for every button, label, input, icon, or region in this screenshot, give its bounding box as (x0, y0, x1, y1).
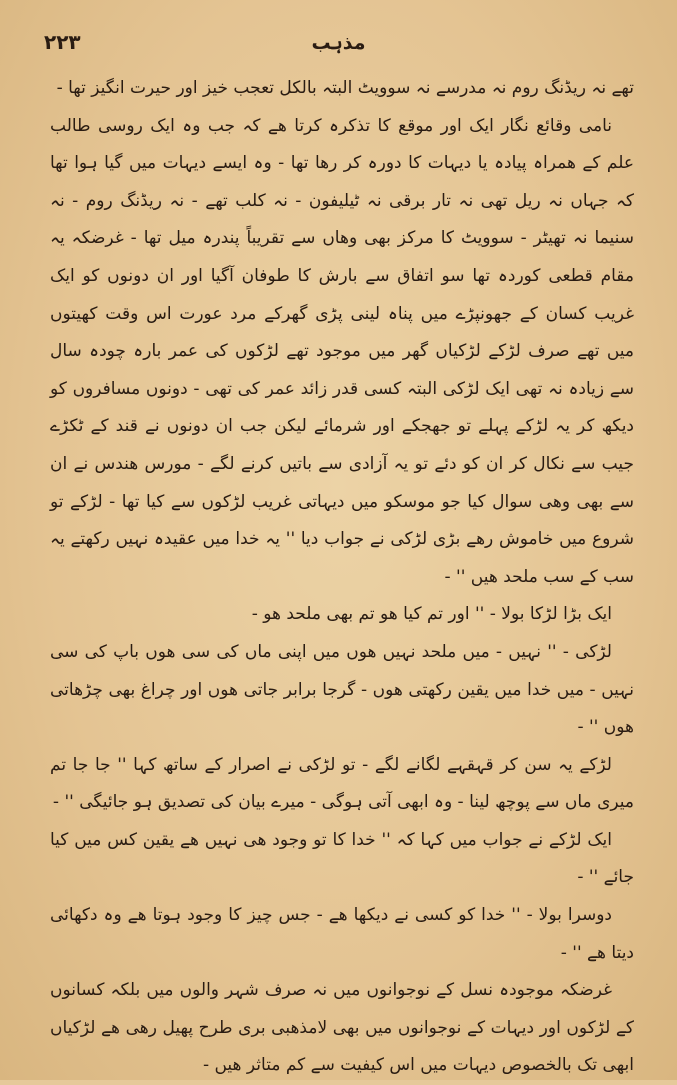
paragraph: تھے نہ ریڈنگ روم نہ مدرسے نہ سوویٹ البتہ بالکل تعجب خیز اور حیرت انگیز تھا - (56, 78, 634, 98)
paragraph: نامی وقائع نگار ایک اور موقع کا تذکرہ کرتا ھے کہ جب وہ ایک روسی طالب علم کے ھمراہ پیادہ یا دیہات کا دورہ کر رھا تھا - وہ ایسے دیہات میں گیا ہوا تھا کہ جہاں نہ ریل تھی نہ تار برقی نہ ٹیلیفون - نہ کلب تھے - نہ ریڈنگ روم - نہ سنیما نہ تھیٹر - سوویٹ کا مرکز بھی وھاں سے تقریباً پندرہ میل تھا - غرضکہ یہ مقام قطعی کوردہ تھا سو اتفاق سے بارش کا طوفان آگیا اور ان دونوں کو ایک غریب کسان کے جھونپڑے میں پناہ لینی پڑی گھرکے مرد عورت اس وقت کھیتوں میں تھے صرف لڑکے لڑکیاں گھر میں موجود تھے لڑکوں کی عمر بارہ چودہ سال سے زیادہ نہ تھی ایک لڑکی البتہ کسی قدر زائد عمر کی تھی - دونوں مسافروں کو دیکھ کر یہ لڑکے پہلے تو جھجکے اور شرمائے لیکن جب ان دونوں نے قند کے ٹکڑے جیب سے نکال کر ان کو دئے تو یہ آزادی سے باتیں کرنے لگے - مورس ھندس نے ان سے بھی وھی سوال کیا جو موسکو میں دیہاتی غریب لڑکوں سے کیا تھا - لڑکے تو شروع میں خاموش رھے بڑی لڑکی نے جواب دیا '' یہ خدا میں عقیدہ نہیں رکھتے یہ سب کے سب ملحد ھیں '' - (50, 115, 634, 587)
paragraph: ایک بڑا لڑکا بولا - '' اور تم کیا ھو تم بھی ملحد ھو - (251, 604, 612, 625)
paragraph: لڑکے یہ سن کر قہقہے لگانے لگے - تو لڑکی نے اصرار کے ساتھ کہا '' جا جا تم میری ماں سے پوچھ لینا - وہ ابھی آتی ہوگی - میرے بیان کی تصدیق ہو جائیگی '' - (50, 754, 634, 813)
paragraph: دوسرا بولا - '' خدا کو کسی نے دیکھا ھے - جس چیز کا وجود ہوتا ھے وہ دکھائی دیتا ھے '' - (50, 905, 634, 963)
body-text (50, 70, 634, 1085)
page-number: ۲۲۳ (44, 30, 81, 54)
paragraph: ایک لڑکے نے جواب میں کہا کہ '' خدا کا تو وجود ھی نہیں ھے یقین کس میں کیا جائے '' - (50, 829, 634, 888)
paragraph: لڑکی - '' نہیں - میں ملحد نہیں ھوں میں اپنی ماں کی سی ھوں باپ کی سی نہیں - میں خدا میں یقین رکھتی ھوں - گرجا برابر جاتی ھوں اور چراغ بھی چڑھاتی ھوں '' - (50, 641, 634, 738)
paragraph: غرضکہ موجودہ نسل کے نوجوانوں میں نہ صرف شہر والوں میں بلکہ کسانوں کے لڑکوں اور دیہات کے نوجوانوں میں بھی لامذھبی بری طرح پھیل رھی ھے لڑکیاں ابھی تک بالخصوص دیہات میں اس کیفیت سے کم متاثر ھیں - (50, 980, 634, 1076)
running-title: مذہب (311, 32, 366, 54)
